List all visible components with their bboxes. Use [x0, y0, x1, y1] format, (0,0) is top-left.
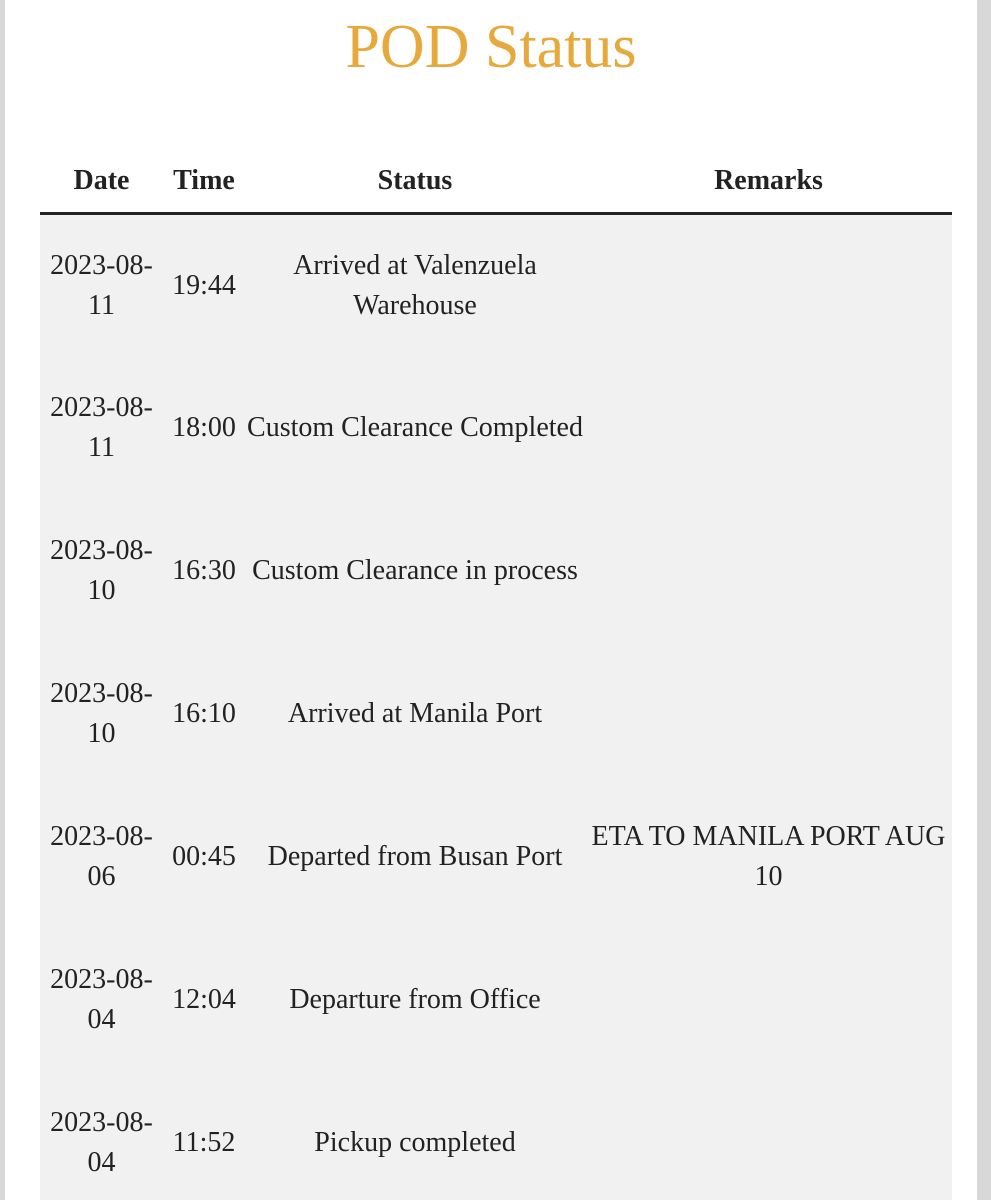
- cell-remarks: [585, 500, 952, 643]
- header-date: Date: [40, 150, 163, 214]
- cell-remarks: [585, 214, 952, 357]
- cell-status: Departed from Busan Port: [267, 841, 563, 872]
- table-row: [40, 786, 952, 929]
- table-header: [40, 150, 952, 214]
- cell-status: Pickup completed: [314, 1127, 516, 1158]
- cell-status: Departure from Office: [289, 984, 541, 1015]
- cell-time: 18:00: [172, 412, 236, 443]
- cell-remarks: [585, 929, 952, 1072]
- cell-date: 2023-08-06: [50, 821, 153, 892]
- cell-time: 12:04: [172, 984, 236, 1015]
- table-row: [40, 500, 952, 643]
- cell-date: 2023-08-10: [50, 535, 153, 606]
- cell-status: Arrived at Manila Port: [287, 698, 543, 729]
- table-row: [40, 214, 952, 357]
- cell-time: 11:52: [172, 1127, 236, 1158]
- table-row: [40, 357, 952, 500]
- cell-status: Custom Clearance Completed: [247, 412, 583, 443]
- cell-time: 00:45: [172, 841, 236, 872]
- cell-time: 19:44: [172, 269, 236, 301]
- cell-status: Arrived at Valenzuela Warehouse: [293, 249, 537, 321]
- cell-remarks: ETA TO MANILA PORT AUG 10: [591, 821, 946, 892]
- header-remarks: Remarks: [585, 150, 952, 214]
- cell-time: 16:10: [172, 698, 236, 729]
- table-row: [40, 643, 952, 786]
- cell-status: Custom Clearance in process: [252, 555, 578, 586]
- pod-status-table-container: [40, 150, 952, 1200]
- cell-date: 2023-08-04: [50, 964, 153, 1035]
- cell-date: 2023-08-11: [50, 249, 153, 321]
- pod-status-table: [40, 150, 952, 1200]
- header-status: Status: [245, 150, 585, 214]
- cell-remarks: [585, 1072, 952, 1200]
- cell-time: 16:30: [172, 555, 236, 586]
- cell-date: 2023-08-10: [50, 678, 153, 749]
- header-row: [40, 150, 952, 214]
- table-body: [40, 214, 952, 1200]
- header-time: Time: [163, 150, 245, 214]
- cell-date: 2023-08-11: [50, 392, 153, 463]
- cell-date: 2023-08-04: [50, 1107, 153, 1178]
- table-row: [40, 929, 952, 1072]
- cell-remarks: [585, 643, 952, 786]
- page-title: POD Status: [345, 13, 637, 81]
- table-row: [40, 1072, 952, 1200]
- cell-remarks: [585, 357, 952, 500]
